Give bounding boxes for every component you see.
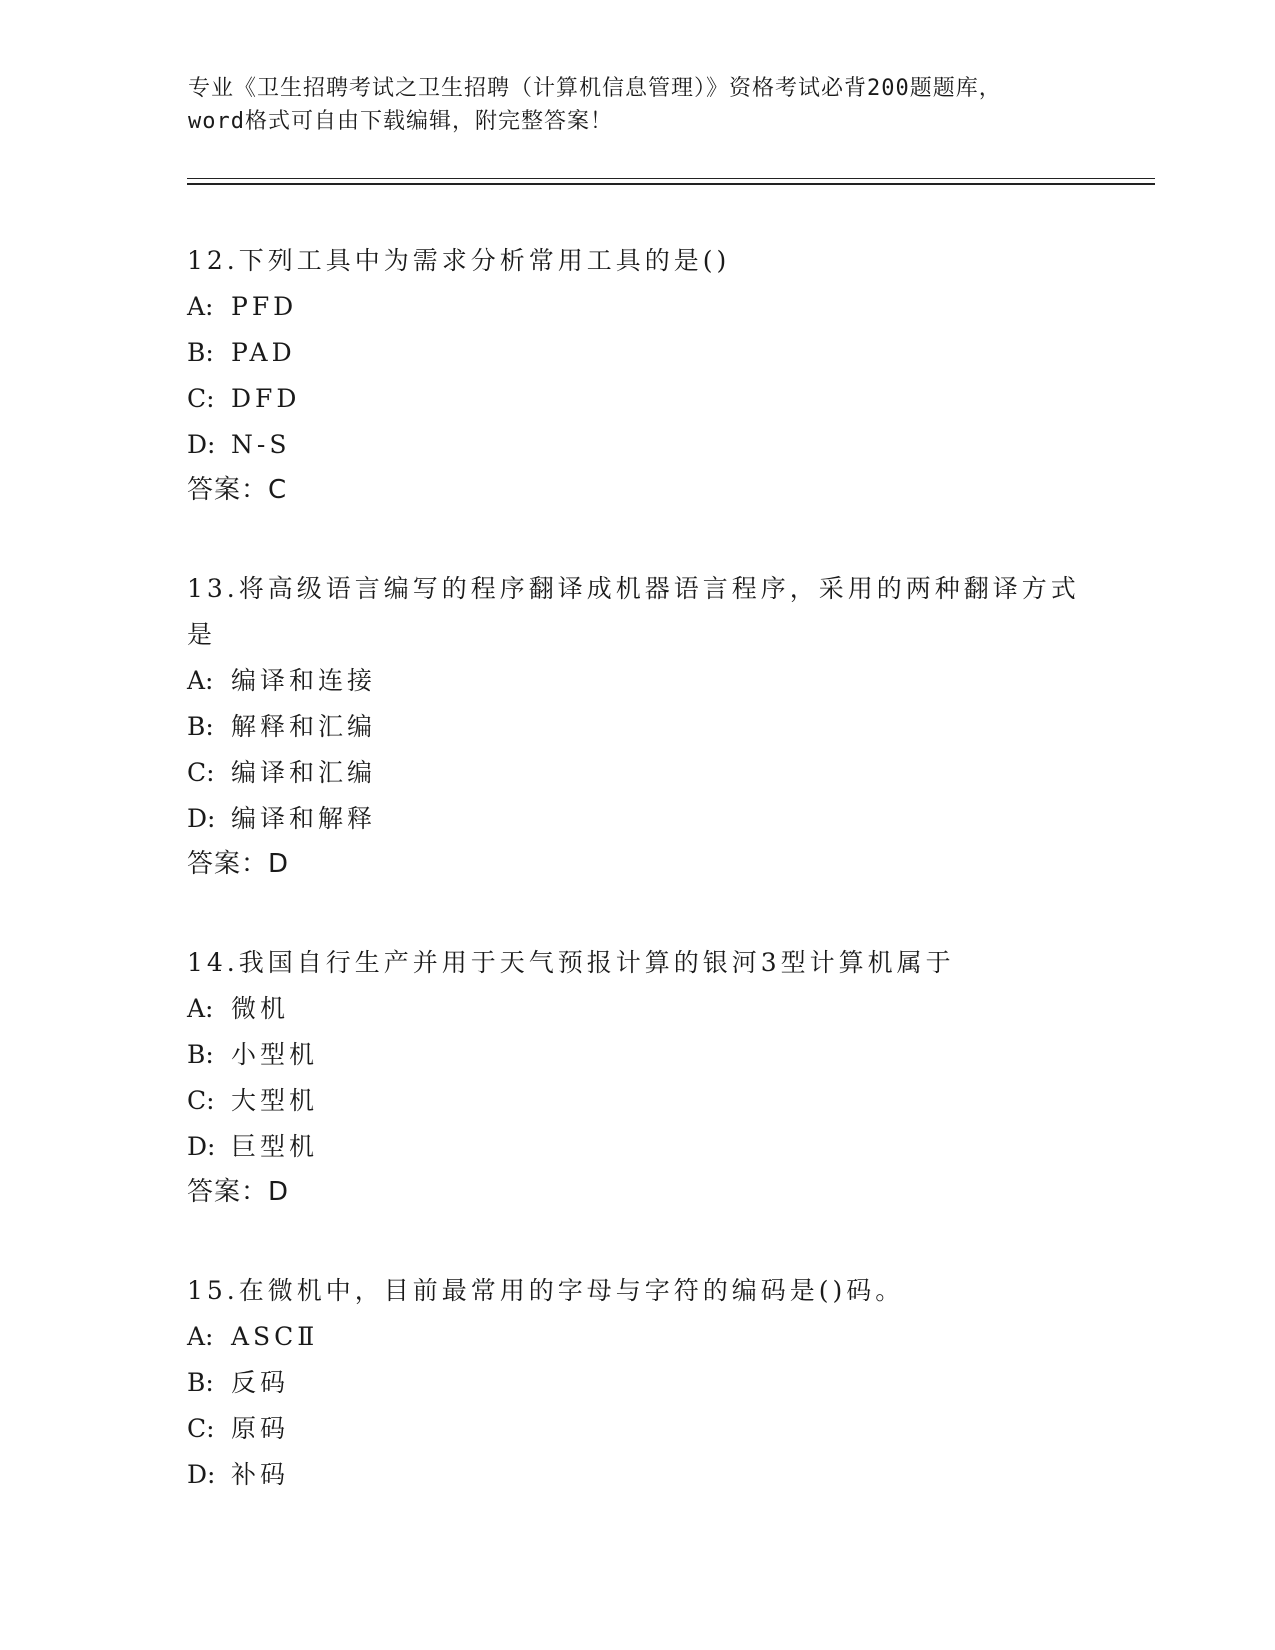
question-stem: 15.在微机中，目前最常用的字母与字符的编码是()码。	[187, 1276, 905, 1305]
document-header	[188, 72, 1088, 138]
question-stem: 14.我国自行生产并用于天气预报计算的银河3型计算机属于	[187, 948, 955, 977]
option-letter: C:	[187, 1086, 215, 1115]
option-letter: B:	[187, 338, 214, 367]
question-13	[187, 566, 1087, 886]
question-stem: 13.将高级语言编写的程序翻译成机器语言程序，采用的两种翻译方式是	[187, 574, 1080, 649]
option-letter: B:	[187, 1040, 214, 1069]
option-letter: B:	[187, 1368, 214, 1397]
option-d	[187, 422, 1087, 468]
option-c	[187, 1078, 1087, 1124]
option-text: PAD	[231, 338, 296, 367]
header-divider-thick	[187, 183, 1155, 185]
option-text: 补码	[231, 1460, 290, 1489]
answer-line: 答案：D	[187, 849, 290, 879]
option-text: 编译和连接	[231, 666, 377, 695]
option-a	[187, 284, 1087, 330]
header-title-line-1: 专业《卫生招聘考试之卫生招聘（计算机信息管理）》资格考试必背200题题库，	[188, 76, 1002, 101]
option-letter: A:	[187, 1322, 214, 1351]
option-text: 原码	[231, 1414, 290, 1443]
option-text: 编译和解释	[231, 804, 377, 833]
option-letter: D:	[187, 1460, 216, 1489]
option-text: N-S	[231, 430, 291, 459]
answer-line: 答案：C	[187, 475, 288, 505]
option-letter: C:	[187, 758, 215, 787]
option-text: 反码	[231, 1368, 290, 1397]
option-d	[187, 1452, 1087, 1498]
option-text: DFD	[231, 384, 301, 413]
option-c	[187, 376, 1087, 422]
option-text: 微机	[231, 994, 290, 1023]
option-letter: D:	[187, 1132, 216, 1161]
option-d	[187, 1124, 1087, 1170]
option-c	[187, 1406, 1087, 1452]
option-letter: D:	[187, 804, 216, 833]
option-text: 巨型机	[231, 1132, 319, 1161]
header-divider-thin	[187, 178, 1155, 179]
option-letter: B:	[187, 712, 214, 741]
option-text: 编译和汇编	[231, 758, 377, 787]
header-title-line-2: word格式可自由下载编辑，附完整答案！	[188, 109, 613, 134]
option-letter: A:	[187, 292, 214, 321]
option-a	[187, 658, 1087, 704]
option-text: 大型机	[231, 1086, 319, 1115]
option-text: ASCⅡ	[231, 1322, 319, 1351]
option-letter: A:	[187, 666, 214, 695]
option-d	[187, 796, 1087, 842]
question-15	[187, 1268, 1087, 1498]
option-letter: C:	[187, 1414, 215, 1443]
question-list	[187, 238, 1087, 1552]
option-letter: A:	[187, 994, 214, 1023]
option-b	[187, 330, 1087, 376]
option-b	[187, 1032, 1087, 1078]
option-text: 解释和汇编	[231, 712, 377, 741]
option-b	[187, 1360, 1087, 1406]
question-12	[187, 238, 1087, 512]
option-c	[187, 750, 1087, 796]
option-letter: C:	[187, 384, 215, 413]
option-b	[187, 704, 1087, 750]
option-text: PFD	[231, 292, 298, 321]
option-text: 小型机	[231, 1040, 319, 1069]
option-a	[187, 1314, 1087, 1360]
option-letter: D:	[187, 430, 216, 459]
option-a	[187, 986, 1087, 1032]
answer-line: 答案：D	[187, 1177, 290, 1207]
question-14	[187, 940, 1087, 1214]
question-stem: 12.下列工具中为需求分析常用工具的是()	[187, 246, 731, 275]
